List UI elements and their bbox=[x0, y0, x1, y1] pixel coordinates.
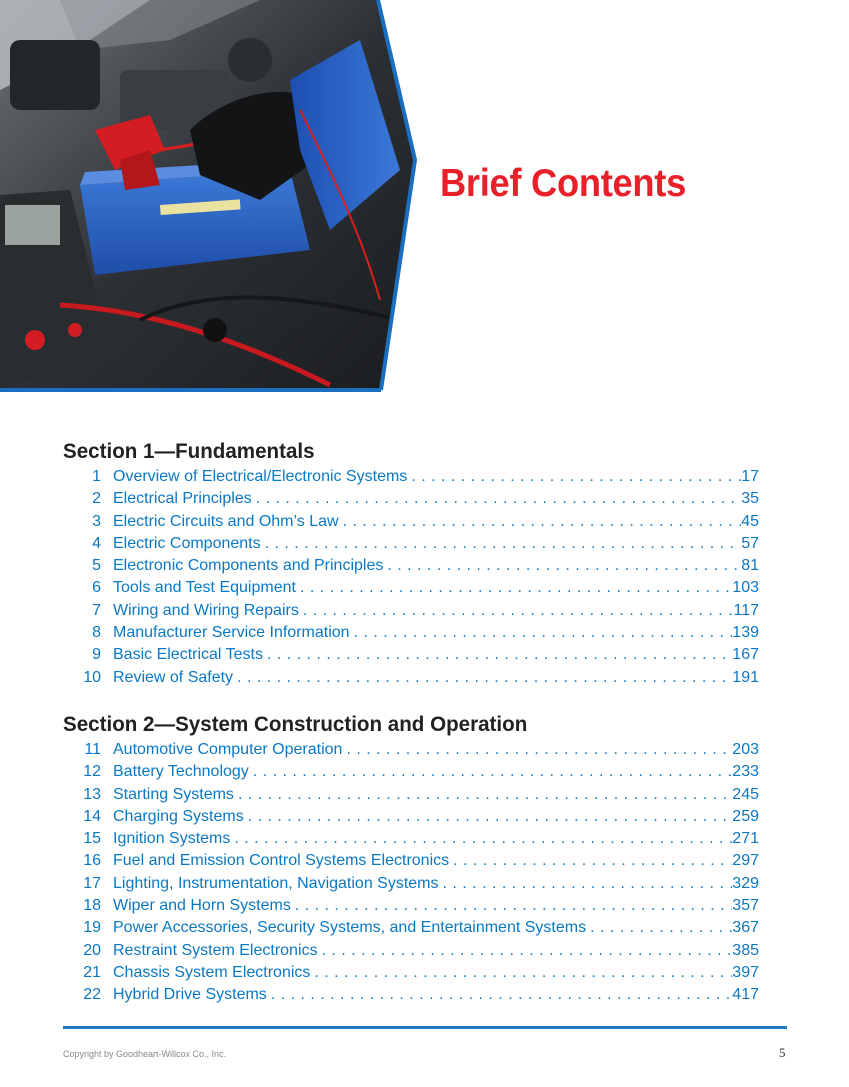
chapter-number: 9 bbox=[92, 646, 101, 664]
chapter-number: 10 bbox=[83, 668, 101, 686]
section-2-heading: Section 2—System Construction and Operation bbox=[63, 712, 528, 736]
chapter-number: 16 bbox=[83, 852, 101, 870]
dot-leader bbox=[296, 577, 732, 599]
dot-leader bbox=[234, 784, 732, 806]
page-number: 5 bbox=[779, 1045, 786, 1060]
chapter-page: 417 bbox=[732, 986, 759, 1004]
chapter-number: 15 bbox=[83, 830, 101, 848]
chapter-page: 259 bbox=[732, 807, 759, 825]
chapter-number: 12 bbox=[83, 763, 101, 781]
chapter-page: 297 bbox=[732, 852, 759, 870]
chapter-page: 167 bbox=[732, 646, 759, 664]
chapter-title: Overview of Electrical/Electronic Systems bbox=[113, 468, 408, 485]
dot-leader bbox=[252, 488, 741, 510]
toc-entry[interactable] bbox=[63, 850, 759, 872]
chapter-number: 6 bbox=[92, 579, 101, 597]
chapter-number: 7 bbox=[92, 601, 101, 619]
chapter-number: 22 bbox=[83, 986, 101, 1004]
toc-entry[interactable] bbox=[63, 873, 759, 895]
chapter-page: 191 bbox=[732, 668, 759, 686]
dot-leader bbox=[383, 555, 741, 577]
toc-entry[interactable] bbox=[63, 466, 759, 488]
chapter-title: Ignition Systems bbox=[113, 830, 231, 848]
toc-entry[interactable] bbox=[63, 533, 759, 555]
chapter-page: 397 bbox=[732, 963, 759, 981]
chapter-title: Automotive Computer Operation bbox=[113, 740, 343, 758]
toc-entry[interactable] bbox=[63, 600, 759, 622]
toc-entry[interactable] bbox=[63, 806, 759, 828]
chapter-page: 385 bbox=[732, 941, 759, 959]
chapter-number: 14 bbox=[83, 807, 101, 825]
chapter-page: 233 bbox=[732, 763, 759, 781]
toc-entry[interactable] bbox=[63, 761, 759, 783]
chapter-title: Electronic Components and Principles bbox=[113, 557, 384, 575]
chapter-number: 8 bbox=[92, 624, 101, 642]
chapter-page: 17 bbox=[741, 468, 759, 485]
chapter-number: 2 bbox=[92, 490, 101, 508]
chapter-number: 20 bbox=[83, 941, 101, 959]
dot-leader bbox=[244, 806, 733, 828]
dot-leader bbox=[339, 511, 742, 533]
chapter-number: 1 bbox=[92, 468, 101, 485]
toc-entry[interactable] bbox=[63, 984, 759, 1006]
chapter-number: 3 bbox=[92, 512, 101, 530]
toc-entry[interactable] bbox=[63, 488, 759, 510]
chapter-number: 5 bbox=[92, 557, 101, 575]
chapter-page: 35 bbox=[741, 490, 759, 508]
chapter-page: 329 bbox=[732, 874, 759, 892]
toc-entry[interactable] bbox=[63, 622, 759, 644]
chapter-title: Lighting, Instrumentation, Navigation Systems bbox=[113, 874, 439, 892]
dot-leader bbox=[299, 600, 734, 622]
toc-entry[interactable] bbox=[63, 739, 759, 761]
dot-leader bbox=[291, 895, 732, 917]
hero-photo bbox=[0, 0, 420, 395]
toc-entry[interactable] bbox=[63, 555, 759, 577]
dot-leader bbox=[230, 828, 732, 850]
dot-leader bbox=[261, 533, 742, 555]
chapter-title: Battery Technology bbox=[113, 763, 249, 781]
dot-leader bbox=[342, 739, 732, 761]
chapter-title: Manufacturer Service Information bbox=[113, 624, 350, 642]
chapter-number: 17 bbox=[83, 874, 101, 892]
toc-entry[interactable] bbox=[63, 917, 759, 939]
toc-entry[interactable] bbox=[63, 962, 759, 984]
toc-entry[interactable] bbox=[63, 577, 759, 599]
section-1-entries bbox=[63, 466, 759, 689]
section-1-heading: Section 1—Fundamentals bbox=[63, 440, 315, 463]
chapter-number: 11 bbox=[84, 740, 101, 758]
chapter-page: 357 bbox=[732, 897, 759, 915]
chapter-title: Wiring and Wiring Repairs bbox=[113, 601, 299, 619]
dot-leader bbox=[350, 622, 733, 644]
chapter-number: 21 bbox=[83, 963, 101, 981]
chapter-page: 45 bbox=[741, 512, 759, 530]
chapter-title: Restraint System Electronics bbox=[113, 941, 318, 959]
dot-leader bbox=[310, 962, 732, 984]
chapter-page: 57 bbox=[741, 534, 759, 552]
chapter-page: 203 bbox=[732, 740, 759, 758]
dot-leader bbox=[249, 761, 733, 783]
toc-entry[interactable] bbox=[63, 895, 759, 917]
toc-entry[interactable] bbox=[63, 511, 759, 533]
toc-entry[interactable] bbox=[63, 644, 759, 666]
chapter-title: Tools and Test Equipment bbox=[113, 579, 296, 597]
dot-leader bbox=[267, 984, 732, 1006]
chapter-page: 245 bbox=[732, 785, 759, 803]
chapter-page: 271 bbox=[732, 830, 759, 848]
toc-entry[interactable] bbox=[63, 667, 759, 689]
dot-leader bbox=[586, 917, 732, 939]
dot-leader bbox=[233, 667, 732, 689]
table-of-contents bbox=[63, 438, 759, 1007]
dot-leader bbox=[407, 466, 741, 488]
chapter-page: 117 bbox=[733, 601, 759, 619]
dot-leader bbox=[263, 644, 732, 666]
chapter-page: 139 bbox=[732, 624, 759, 642]
copyright-notice: Copyright by Goodheart-Willcox Co., Inc. bbox=[63, 1049, 227, 1059]
chapter-number: 13 bbox=[83, 785, 101, 803]
toc-entry[interactable] bbox=[63, 828, 759, 850]
dot-leader bbox=[318, 940, 733, 962]
hero-illustration bbox=[0, 0, 420, 395]
section-spacer bbox=[63, 689, 759, 711]
chapter-title: Hybrid Drive Systems bbox=[113, 986, 267, 1004]
chapter-title: Chassis System Electronics bbox=[113, 963, 311, 981]
chapter-title: Starting Systems bbox=[113, 785, 234, 803]
section-2-entries bbox=[63, 739, 759, 1007]
chapter-title: Charging Systems bbox=[113, 807, 244, 825]
chapter-page: 367 bbox=[732, 919, 759, 937]
chapter-title: Electrical Principles bbox=[113, 490, 252, 508]
footer-rule bbox=[63, 1026, 787, 1029]
page-title: Brief Contents bbox=[440, 162, 686, 205]
chapter-title: Wiper and Horn Systems bbox=[113, 897, 291, 915]
chapter-title: Power Accessories, Security Systems, and Entertainment Systems bbox=[113, 919, 587, 937]
chapter-page: 81 bbox=[741, 557, 759, 575]
chapter-number: 4 bbox=[92, 534, 101, 552]
dot-leader bbox=[439, 873, 733, 895]
dot-leader bbox=[449, 850, 732, 872]
chapter-title: Fuel and Emission Control Systems Electronics bbox=[113, 852, 450, 870]
chapter-title: Electric Circuits and Ohm’s Law bbox=[113, 512, 339, 530]
chapter-number: 18 bbox=[83, 897, 101, 915]
toc-entry[interactable] bbox=[63, 940, 759, 962]
toc-entry[interactable] bbox=[63, 784, 759, 806]
chapter-title: Basic Electrical Tests bbox=[113, 646, 263, 664]
chapter-title: Electric Components bbox=[113, 534, 261, 552]
chapter-number: 19 bbox=[83, 919, 101, 937]
chapter-title: Review of Safety bbox=[113, 668, 234, 686]
chapter-page: 103 bbox=[732, 579, 759, 597]
